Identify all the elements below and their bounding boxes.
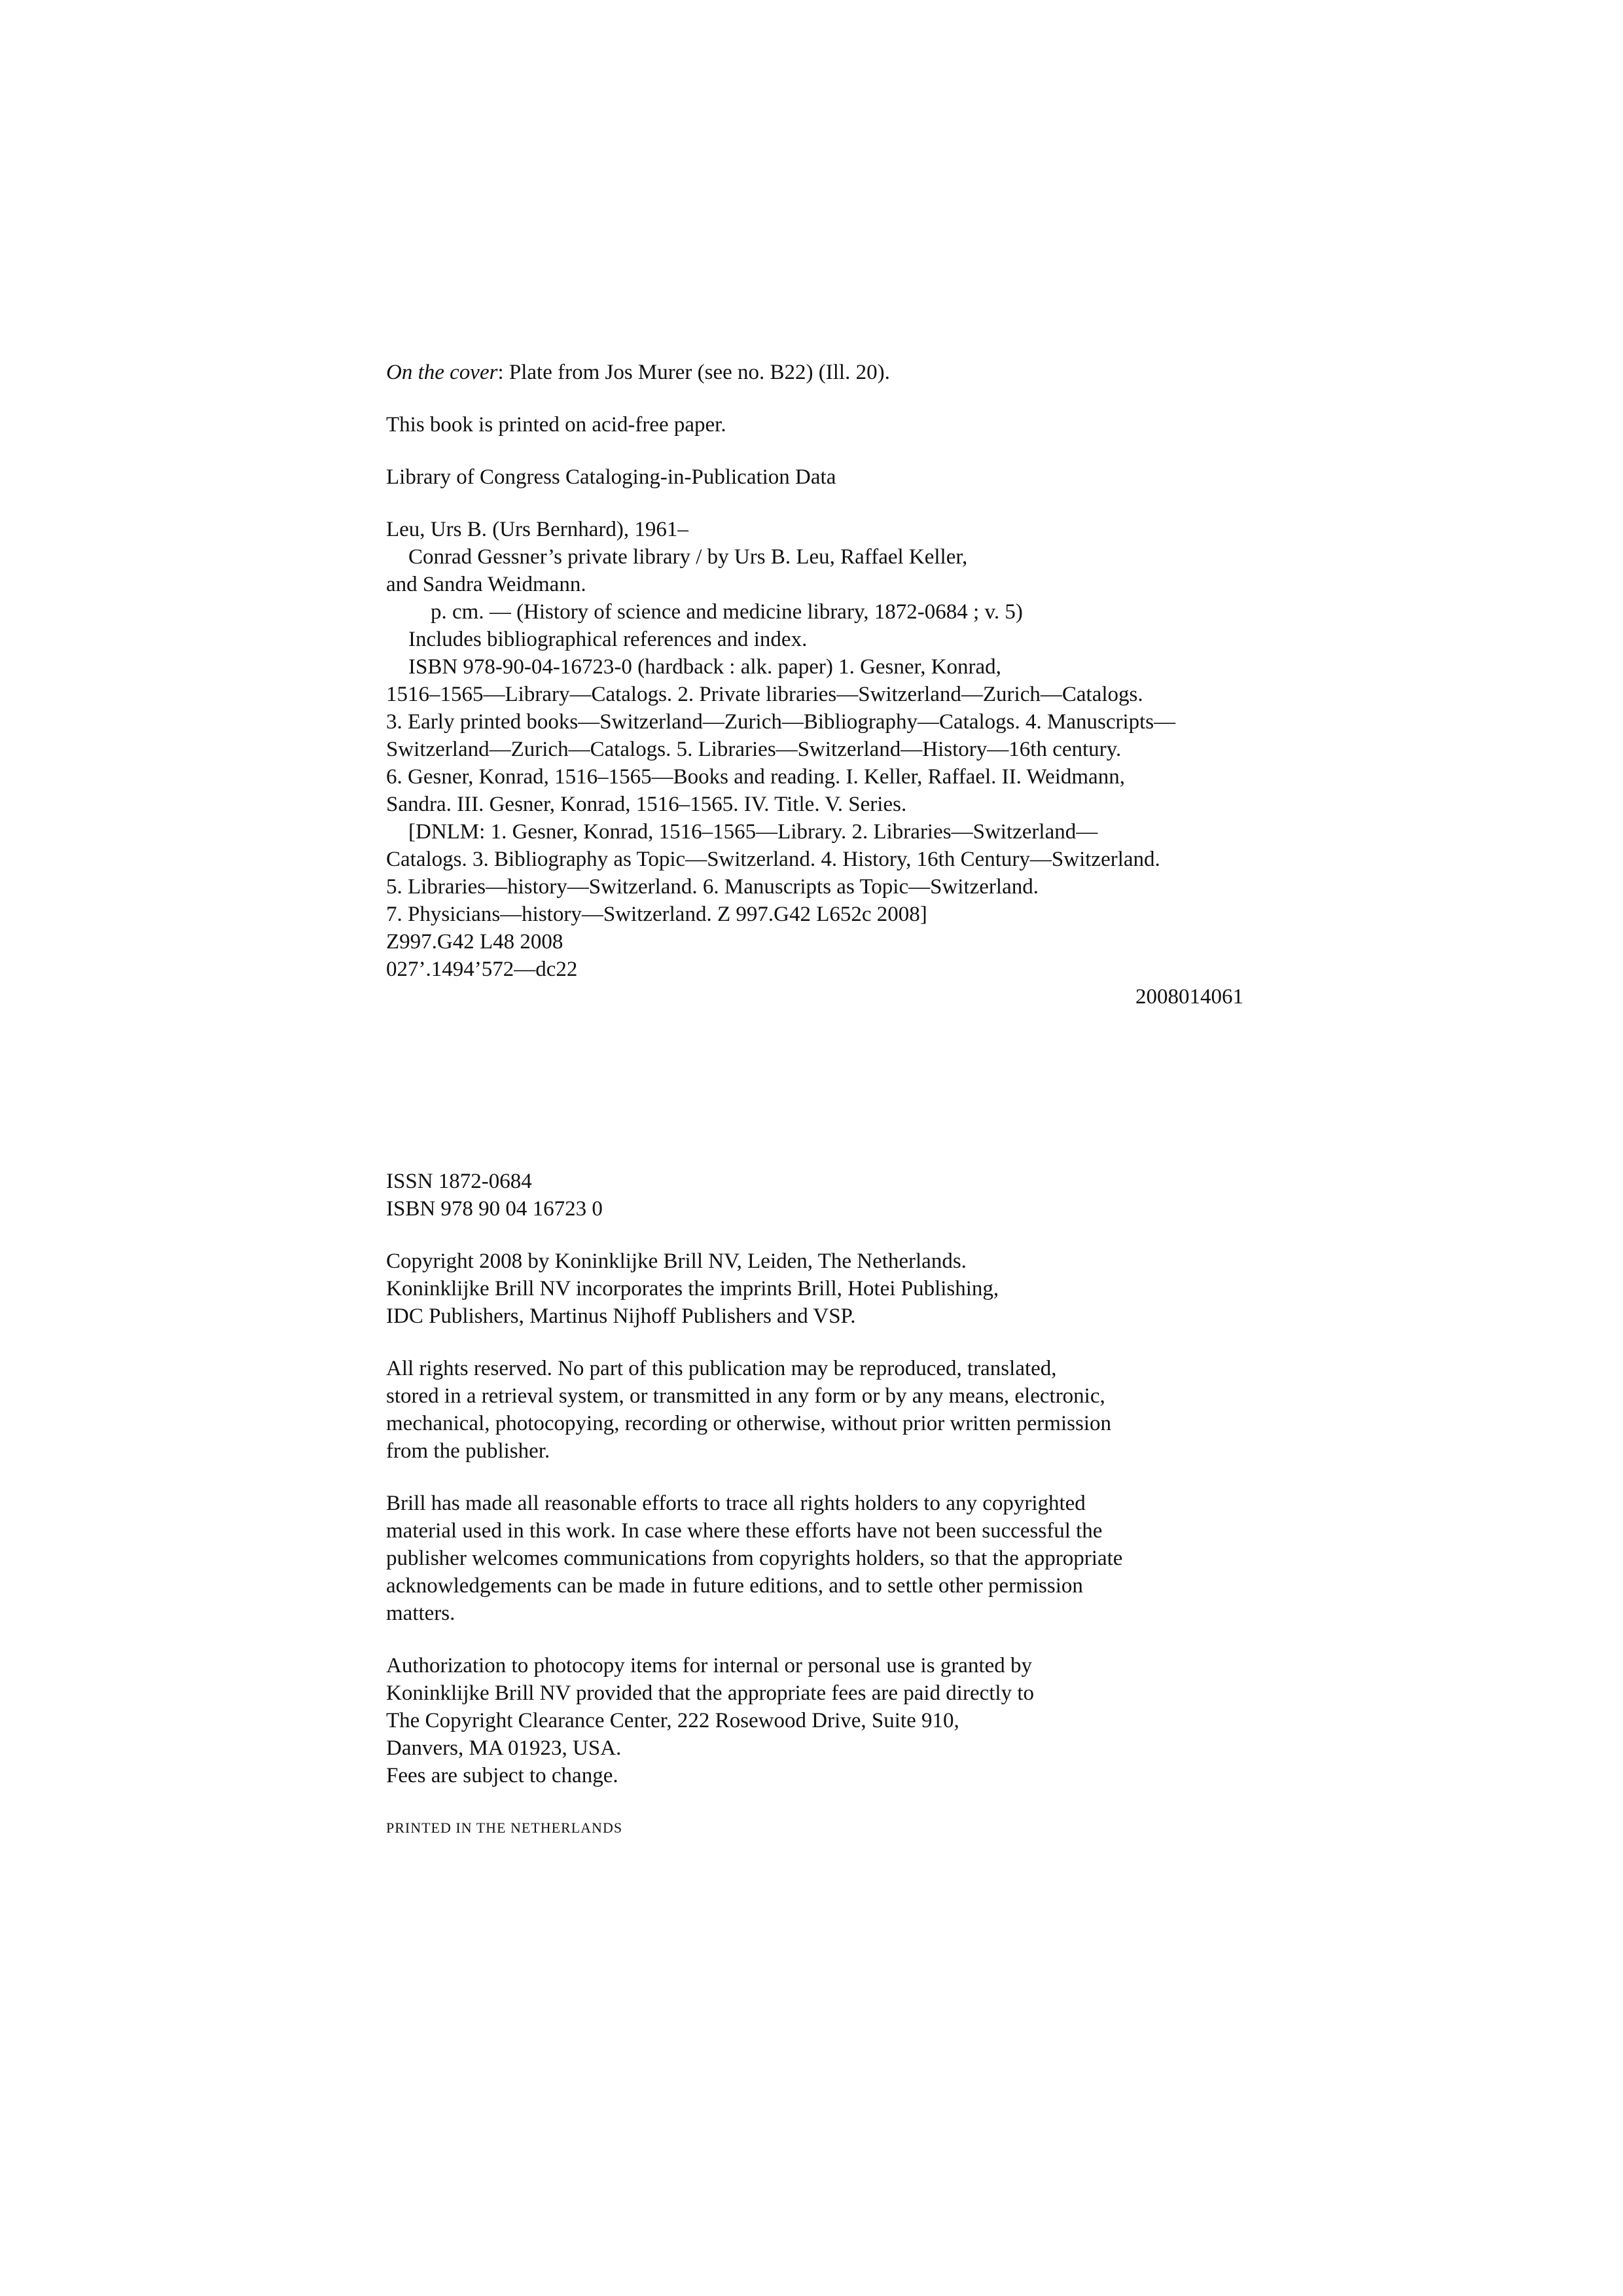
cover-note xyxy=(386,359,1243,386)
copyright-page-top xyxy=(386,359,1243,1011)
rights-line: All rights reserved. No part of this publication may be reproduced, translated, xyxy=(386,1357,1057,1380)
copyright-page-bottom xyxy=(386,1168,1243,1842)
cip-heading: Library of Congress Cataloging-in-Publication Data xyxy=(386,465,836,489)
lccn-number: 2008014061 xyxy=(1135,985,1243,1009)
cip-line: [DNLM: 1. Gesner, Konrad, 1516–1565—Library. 2. Libraries—Switzerland— xyxy=(408,820,1098,844)
efforts-line: material used in this work. In case where these efforts have not been successful the xyxy=(386,1519,1103,1543)
authorization-paragraph xyxy=(386,1652,1243,1789)
rights-line: from the publisher. xyxy=(386,1439,550,1463)
acid-free-note: This book is printed on acid-free paper. xyxy=(386,413,726,437)
efforts-line: matters. xyxy=(386,1602,455,1625)
authorization-line: Fees are subject to change. xyxy=(386,1764,618,1787)
copyright-paragraph xyxy=(386,1247,1243,1330)
cip-line: and Sandra Weidmann. xyxy=(386,573,586,596)
cip-line: 3. Early printed books—Switzerland—Zurich—Bibliography—Catalogs. 4. Manuscripts— xyxy=(386,710,1176,734)
issn-line: ISSN 1872-0684 xyxy=(386,1170,532,1193)
efforts-line: Brill has made all reasonable efforts to trace all rights holders to any copyrighted xyxy=(386,1492,1086,1515)
cip-line: 7. Physicians—history—Switzerland. Z 997.G42 L652c 2008] xyxy=(386,903,927,926)
cip-line: Sandra. III. Gesner, Konrad, 1516–1565. IV. Title. V. Series. xyxy=(386,793,907,816)
efforts-line: acknowledgements can be made in future editions, and to settle other permission xyxy=(386,1574,1083,1598)
authorization-line: The Copyright Clearance Center, 222 Rosewood Drive, Suite 910, xyxy=(386,1709,959,1732)
cip-line: Conrad Gessner’s private library / by Urs B. Leu, Raffael Keller, xyxy=(408,545,968,569)
copyright-line: Koninklijke Brill NV incorporates the imprints Brill, Hotei Publishing, xyxy=(386,1277,999,1300)
cip-line: 5. Libraries—history—Switzerland. 6. Manuscripts as Topic—Switzerland. xyxy=(386,875,1039,899)
isbn-line: ISBN 978 90 04 16723 0 xyxy=(386,1197,603,1221)
efforts-paragraph xyxy=(386,1490,1243,1627)
rights-line: mechanical, photocopying, recording or otherwise, without prior written permission xyxy=(386,1412,1111,1435)
cip-line: Z997.G42 L48 2008 xyxy=(386,930,563,954)
efforts-line: publisher welcomes communications from copyrights holders, so that the appropriate xyxy=(386,1547,1123,1570)
cip-line: 1516–1565—Library—Catalogs. 2. Private libraries—Switzerland—Zurich—Catalogs. xyxy=(386,683,1143,706)
cip-line: Catalogs. 3. Bibliography as Topic—Switzerland. 4. History, 16th Century—Switzerland. xyxy=(386,848,1160,871)
copyright-line: IDC Publishers, Martinus Nijhoff Publishers and VSP. xyxy=(386,1304,856,1328)
rights-paragraph xyxy=(386,1355,1243,1465)
cip-line: Includes bibliographical references and index. xyxy=(408,628,808,651)
authorization-line: Authorization to photocopy items for internal or personal use is granted by xyxy=(386,1654,1033,1677)
copyright-line: Copyright 2008 by Koninklijke Brill NV, Leiden, The Netherlands. xyxy=(386,1249,967,1273)
cip-line: ISBN 978-90-04-16723-0 (hardback : alk. paper) 1. Gesner, Konrad, xyxy=(408,655,1001,679)
cover-note-label: On the cover xyxy=(386,361,498,384)
authorization-line: Danvers, MA 01923, USA. xyxy=(386,1736,622,1760)
printed-in-note: PRINTED IN THE NETHERLANDS xyxy=(386,1820,623,1836)
cip-line: Switzerland—Zurich—Catalogs. 5. Libraries—Switzerland—History—16th century. xyxy=(386,738,1122,761)
cip-line: 027’.1494’572—dc22 xyxy=(386,958,578,981)
cip-record xyxy=(386,516,1243,1011)
rights-line: stored in a retrieval system, or transmitted in any form or by any means, electronic, xyxy=(386,1384,1105,1408)
cip-line: Leu, Urs B. (Urs Bernhard), 1961– xyxy=(386,518,688,541)
cip-line: p. cm. — (History of science and medicine library, 1872-0684 ; v. 5) xyxy=(431,600,1023,624)
authorization-line: Koninklijke Brill NV provided that the appropriate fees are paid directly to xyxy=(386,1681,1035,1705)
cover-note-text: : Plate from Jos Murer (see no. B22) (Ill. 20). xyxy=(497,361,890,384)
cip-line: 6. Gesner, Konrad, 1516–1565—Books and reading. I. Keller, Raffael. II. Weidmann, xyxy=(386,765,1125,789)
